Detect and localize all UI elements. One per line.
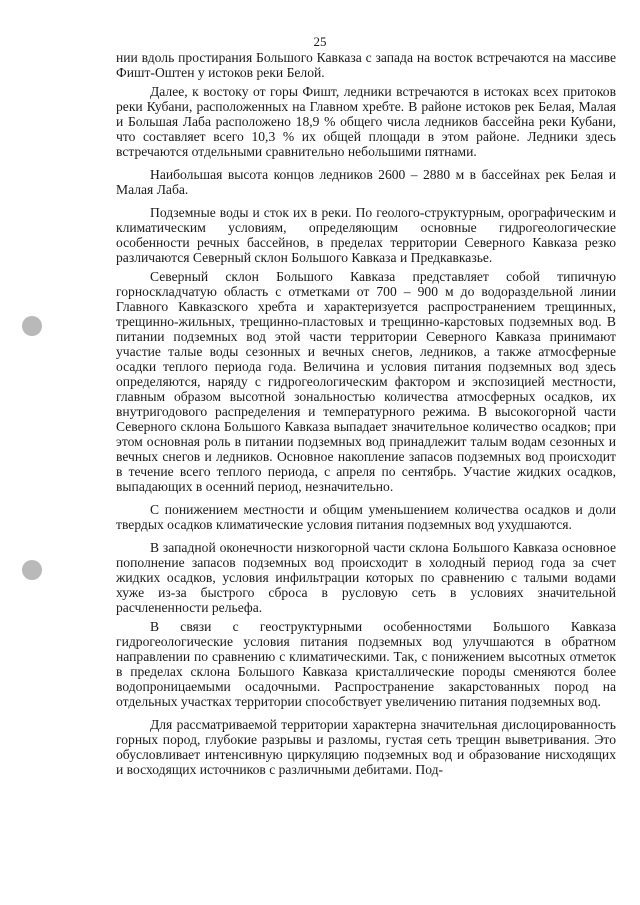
paragraph-8: В связи с геоструктурными особенностями Большого Кавказа гидрогеологические условия питания подземных вод улучшаются в обратном направлении по сравнению с климатическими. Так, с понижением высотных отметок в пределах склона Большого Кавказа кристаллические породы сменяются более водопроницаемыми осадочными. Распространение закарстованных пород на отдельных участках территории способствует увеличению питания подземных вод. bbox=[116, 619, 616, 709]
paragraph-9: Для рассматриваемой территории характерна значительная дислоцированность горных пород, глубокие разрывы и разломы, густая сеть трещин выветривания. Это обусловливает интенсивную циркуляцию подземных вод и образование нисходящих и восходящих источников с различными дебитами. Под- bbox=[116, 717, 616, 777]
page-body bbox=[116, 50, 616, 781]
paragraph-6: С понижением местности и общим уменьшением количества осадков и доли твердых осадков климатические условия питания подземных вод ухудшаются. bbox=[116, 502, 616, 532]
punch-hole-bottom bbox=[22, 560, 42, 580]
paragraph-7: В западной оконечности низкогорной части склона Большого Кавказа основное пополнение запасов подземных вод происходит в холодный период года за счет жидких осадков, условия инфильтрации которых по сравнению с талыми водами хуже из-за быстрого сброса в русловую сеть в условиях значительной расчлененности рельефа. bbox=[116, 540, 616, 615]
paragraph-4: Подземные воды и сток их в реки. По геолого-структурным, орографическим и климатическим условиям, определяющим основные гидрогеологические особенности речных бассейнов, в пределах территории Северного Кавказа резко различаются Северный склон Большого Кавказа и Предкавказье. bbox=[116, 205, 616, 265]
paragraph-1: нии вдоль простирания Большого Кавказа с запада на восток встречаются на массиве Фишт-Оштен у истоков реки Белой. bbox=[116, 50, 616, 80]
page-number: 25 bbox=[313, 34, 327, 49]
paragraph-2: Далее, к востоку от горы Фишт, ледники встречаются в истоках всех притоков реки Кубани, расположенных на Главном хребте. В районе истоков рек Белая, Малая и Большая Лаба расположено 18,9 % общего числа ледников бассейна реки Кубани, что составляет всего 10,3 % их общей площади в этом районе. Ледники здесь встречаются отдельными сравнительно небольшими пятнами. bbox=[116, 84, 616, 159]
paragraph-5: Северный склон Большого Кавказа представляет собой типичную горноскладчатую область с отметками от 700 – 900 м до водораздельной линии Главного Кавказского хребта и характеризуется распространением трещинных, трещинно-жильных, трещинно-пластовых и трещинно-карстовых подземных вод. В питании подземных вод этой части территории Северного Кавказа принимают участие талые воды сезонных и вечных снегов, ледников, а также атмосферные осадки теплого периода года. Величина и условия питания подземных вод здесь определяются, наряду с гидрогеологическим фактором и экспозицией местности, главным образом высотной зональностью количества атмосферных осадков, их внутригодового распределения и температурного режима. В высокогорной части Северного склона Большого Кавказа выпадает значительное количество осадков; при этом основная роль в питании подземных вод принадлежит талым водам сезонных и вечных снегов и ледников. Основное накопление запасов подземных вод происходит в течение всего теплого периода, с апреля по сентябрь. Участие жидких осадков, выпадающих в осенний период, незначительно. bbox=[116, 269, 616, 494]
paragraph-3: Наибольшая высота концов ледников 2600 – 2880 м в бассейнах рек Белая и Малая Лаба. bbox=[116, 167, 616, 197]
punch-hole-top bbox=[22, 316, 42, 336]
